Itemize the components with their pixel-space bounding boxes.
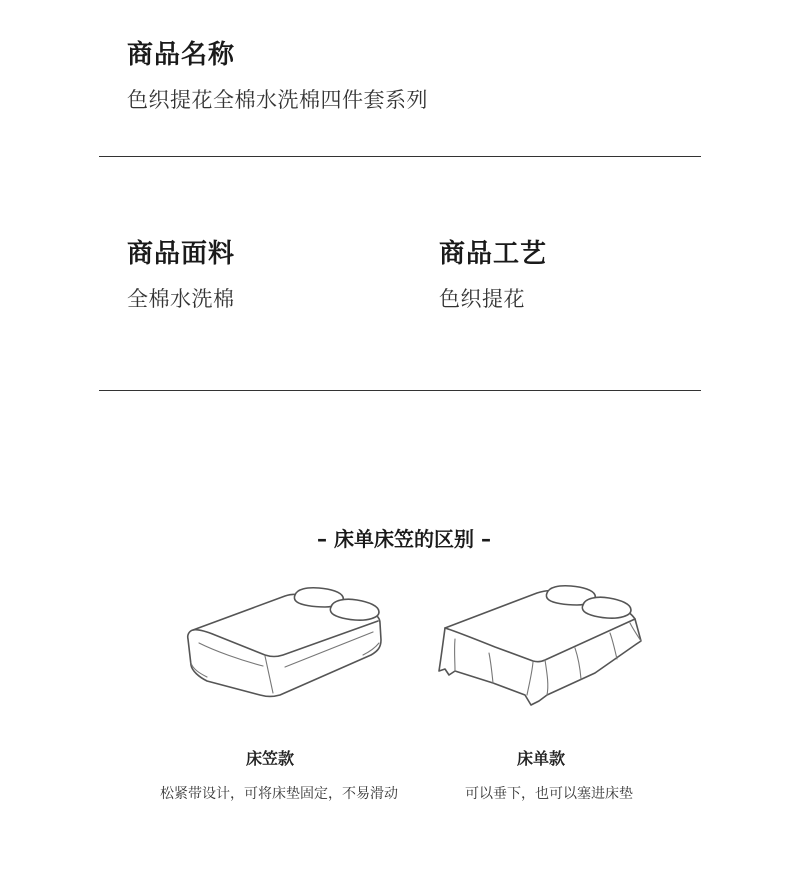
flat-variant-desc: 可以垂下，也可以塞进床垫 [465, 786, 633, 802]
product-name-value: 色织提花全棉水洗棉四件套系列 [127, 88, 428, 112]
fabric-value: 全棉水洗棉 [127, 287, 235, 311]
craft-value: 色织提花 [439, 287, 525, 311]
fitted-bed-icon [185, 585, 385, 700]
fitted-variant-name: 床笠款 [245, 749, 295, 768]
fabric-heading: 商品面料 [127, 239, 236, 269]
flat-variant-name: 床单款 [516, 749, 566, 768]
craft-heading: 商品工艺 [439, 239, 548, 269]
fitted-variant-desc: 松紧带设计，可将床垫固定，不易滑动 [160, 786, 398, 802]
flat-bed-icon [435, 583, 645, 708]
divider-top [99, 156, 701, 157]
product-name-heading: 商品名称 [127, 40, 236, 70]
divider-bottom [99, 390, 701, 391]
comparison-title: – 床单床笠的区别 – [317, 527, 491, 551]
